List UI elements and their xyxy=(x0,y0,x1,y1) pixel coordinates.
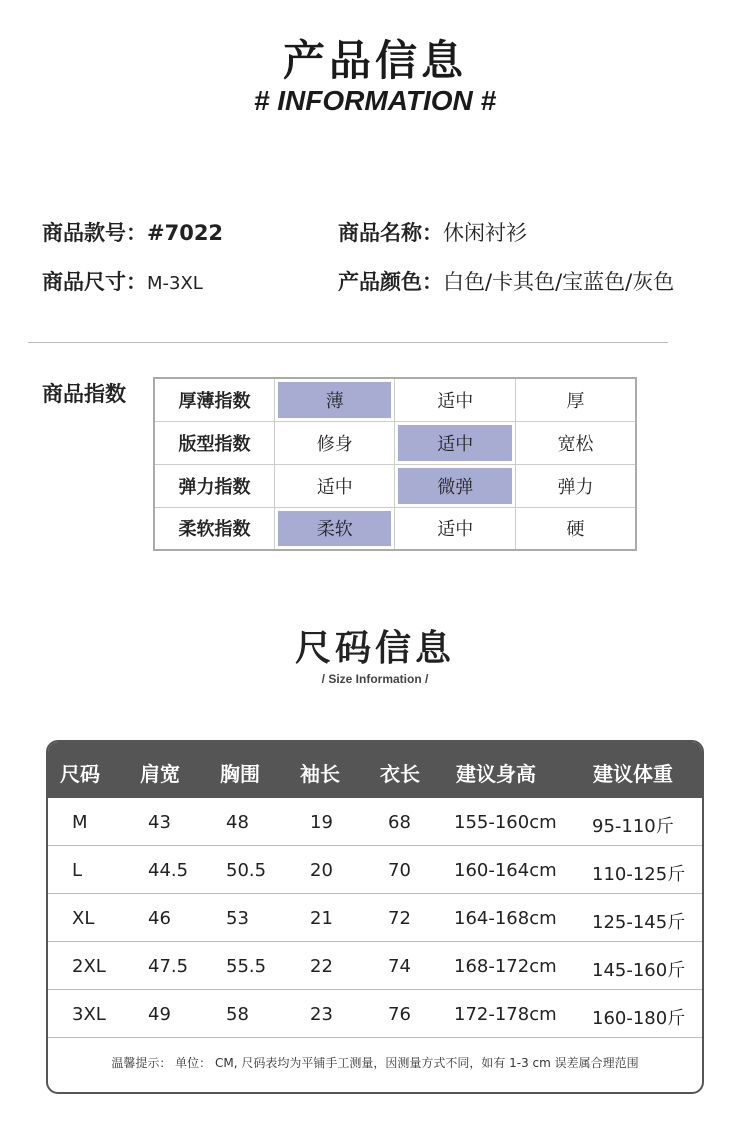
index-row xyxy=(154,378,636,421)
product-size-value: M-3XL xyxy=(147,273,203,294)
index-option-selected xyxy=(395,421,515,464)
size-cell: 23 xyxy=(310,1004,333,1025)
index-row xyxy=(154,507,636,550)
product-size xyxy=(42,266,203,296)
index-option xyxy=(515,421,636,464)
size-cell: XL xyxy=(72,908,95,929)
index-row-name: 柔软指数 xyxy=(154,507,275,550)
size-cell: 95-110斤 xyxy=(592,816,674,837)
index-option-label: 适中 xyxy=(437,390,474,412)
product-name xyxy=(338,217,527,247)
size-cell: 70 xyxy=(388,860,411,881)
size-cell: 50.5 xyxy=(226,860,267,881)
size-cell: 49 xyxy=(148,1004,171,1025)
page-title: 产品信息 xyxy=(282,36,467,85)
size-cell: 48 xyxy=(226,812,249,833)
size-cell: 160-180斤 xyxy=(592,1008,686,1029)
size-section-subtitle: / Size Information / xyxy=(321,672,429,686)
size-cell: 155-160cm xyxy=(454,812,557,833)
size-cell: 3XL xyxy=(72,1004,106,1025)
size-row xyxy=(48,798,702,846)
product-size-label: 商品尺寸： xyxy=(42,270,147,294)
product-model-label: 商品款号： xyxy=(42,221,147,245)
index-option xyxy=(515,507,636,550)
index-option-label: 柔软 xyxy=(316,519,353,541)
size-cell: 20 xyxy=(310,860,333,881)
index-option xyxy=(395,507,515,550)
size-table-header xyxy=(48,742,702,798)
size-cell: 19 xyxy=(310,812,333,833)
size-row xyxy=(48,942,702,990)
product-model-value: #7022 xyxy=(147,221,224,245)
product-color-value: 白色/卡其色/宝蓝色/灰色 xyxy=(443,270,675,294)
index-option-selected xyxy=(275,507,395,550)
index-row xyxy=(154,464,636,507)
index-option xyxy=(515,378,636,421)
index-row-name: 弹力指数 xyxy=(154,464,275,507)
size-cell: 58 xyxy=(226,1004,249,1025)
index-option-selected xyxy=(275,378,395,421)
size-column-header: 胸围 xyxy=(220,762,260,786)
index-option-label: 适中 xyxy=(437,519,474,541)
index-option-label: 修身 xyxy=(316,433,353,455)
size-column-header: 尺码 xyxy=(60,762,100,786)
size-cell: 172-178cm xyxy=(454,1004,557,1025)
size-cell: 68 xyxy=(388,812,411,833)
index-label: 商品指数 xyxy=(42,382,126,406)
size-section-title: 尺码信息 xyxy=(294,628,455,669)
size-cell: 145-160斤 xyxy=(592,960,686,981)
size-cell: 46 xyxy=(148,908,171,929)
size-cell: 160-164cm xyxy=(454,860,557,881)
size-column-header: 肩宽 xyxy=(140,762,180,786)
index-option-label: 适中 xyxy=(437,433,474,455)
size-cell: 76 xyxy=(388,1004,411,1025)
index-option-label: 弹力 xyxy=(557,476,594,498)
size-row xyxy=(48,990,702,1038)
size-row xyxy=(48,894,702,942)
size-column-header: 建议体重 xyxy=(593,762,673,786)
product-color-label: 产品颜色： xyxy=(338,270,443,294)
size-column-header: 建议身高 xyxy=(456,762,536,786)
size-cell: 55.5 xyxy=(226,956,267,977)
size-table-note: 温馨提示： 单位： CM, 尺码表均为平铺手工测量，因测量方式不同，如有 1-3 cm 误差属合理范围 xyxy=(111,1056,639,1070)
index-option xyxy=(395,378,515,421)
index-option-label: 微弹 xyxy=(437,476,474,498)
index-option xyxy=(275,464,395,507)
size-table xyxy=(46,740,704,1094)
index-option-label: 厚 xyxy=(566,390,585,412)
size-cell: 164-168cm xyxy=(454,908,557,929)
product-model xyxy=(42,217,223,247)
index-table xyxy=(153,377,637,551)
size-cell: 22 xyxy=(310,956,333,977)
size-cell: 44.5 xyxy=(148,860,189,881)
divider xyxy=(28,342,668,343)
index-option-label: 薄 xyxy=(325,390,344,412)
product-name-label: 商品名称： xyxy=(338,221,443,245)
size-cell: 125-145斤 xyxy=(592,912,686,933)
size-cell: 53 xyxy=(226,908,249,929)
index-row-name: 厚薄指数 xyxy=(154,378,275,421)
product-name-value: 休闲衬衫 xyxy=(443,221,527,245)
size-cell: L xyxy=(72,860,83,881)
size-column-header: 袖长 xyxy=(300,762,340,786)
index-option-label: 适中 xyxy=(316,476,353,498)
index-option-label: 硬 xyxy=(566,519,585,541)
size-cell: M xyxy=(72,812,88,833)
size-cell: 21 xyxy=(310,908,333,929)
index-row xyxy=(154,421,636,464)
size-cell: 2XL xyxy=(72,956,106,977)
index-option xyxy=(515,464,636,507)
size-cell: 110-125斤 xyxy=(592,864,686,885)
size-cell: 43 xyxy=(148,812,171,833)
index-row-name: 版型指数 xyxy=(154,421,275,464)
page-subtitle: # INFORMATION # xyxy=(253,85,497,116)
size-column-header: 衣长 xyxy=(380,762,420,786)
index-option-label: 宽松 xyxy=(557,433,594,455)
size-row xyxy=(48,846,702,894)
size-cell: 168-172cm xyxy=(454,956,557,977)
size-cell: 72 xyxy=(388,908,411,929)
index-option xyxy=(275,421,395,464)
product-color xyxy=(338,266,674,296)
size-cell: 74 xyxy=(388,956,411,977)
size-cell: 47.5 xyxy=(148,956,189,977)
index-option-selected xyxy=(395,464,515,507)
